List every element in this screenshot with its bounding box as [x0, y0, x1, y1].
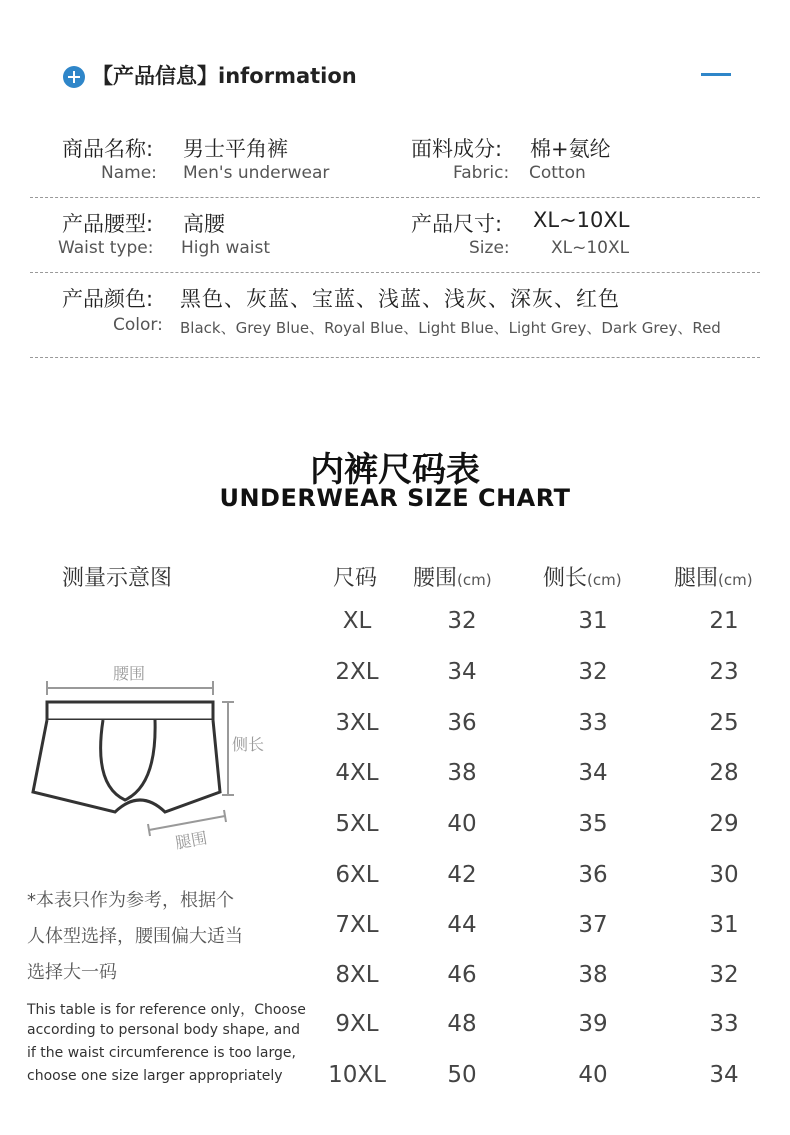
cell-size: 10XL [328, 1062, 386, 1088]
cell-waist: 38 [447, 760, 477, 786]
diagram-label: 测量示意图 [62, 566, 173, 591]
size-label-zh: 产品尺寸: [411, 212, 503, 236]
cell-side: 38 [578, 962, 608, 988]
diagram-waist-label: 腰围 [113, 664, 146, 683]
cell-size: 9XL [335, 1011, 379, 1037]
cell-side: 32 [578, 659, 608, 685]
note-en-line: if the waist circumference is too large, [27, 1045, 296, 1061]
cell-thigh: 34 [709, 1062, 739, 1088]
cell-waist: 44 [447, 912, 477, 938]
cell-size: 7XL [335, 912, 379, 938]
size-value-zh: XL~10XL [533, 208, 630, 232]
cell-thigh: 25 [709, 710, 739, 736]
cell-thigh: 33 [709, 1011, 739, 1037]
fabric-label-en: Fabric: [453, 163, 510, 183]
fabric-value-zh: 棉+氨纶 [530, 137, 611, 161]
plus-circle-icon[interactable] [63, 66, 85, 88]
cell-thigh: 32 [709, 962, 739, 988]
note-en-line: according to personal body shape, and [27, 1022, 301, 1038]
fabric-label-zh: 面料成分: [411, 137, 503, 161]
cell-side: 36 [578, 862, 608, 888]
waist-value-en: High waist [181, 238, 271, 258]
collapse-icon[interactable] [701, 73, 731, 76]
color-label-zh: 产品颜色: [62, 287, 154, 311]
header-waist [413, 561, 492, 592]
cell-thigh: 31 [709, 912, 739, 938]
note-zh-line: 人体型选择，腰围偏大适当 [27, 926, 243, 947]
underwear-diagram [25, 650, 285, 860]
waist-value-zh: 高腰 [183, 212, 225, 236]
header-unit: (cm) [718, 571, 753, 589]
cell-thigh: 29 [709, 811, 739, 837]
cell-side: 37 [578, 912, 608, 938]
note-zh-line: *本表只作为参考，根据个 [27, 890, 234, 911]
fabric-value-en: Cotton [529, 163, 586, 183]
cell-side: 33 [578, 710, 608, 736]
note-en-line: This table is for reference only，Choose [27, 1002, 306, 1018]
cell-thigh: 21 [709, 608, 739, 634]
cell-side: 34 [578, 760, 608, 786]
cell-size: 4XL [335, 760, 379, 786]
cell-waist: 34 [447, 659, 477, 685]
cell-side: 31 [578, 608, 608, 634]
diagram-thigh-label: 腿围 [173, 828, 209, 853]
color-value-en: Black、Grey Blue、Royal Blue、Light Blue、Light Grey、Dark Grey、Red [180, 319, 721, 337]
header-side [543, 561, 622, 592]
cell-waist: 42 [447, 862, 477, 888]
cell-size: 8XL [335, 962, 379, 988]
note-en-line: choose one size larger appropriately [27, 1068, 283, 1084]
diagram-side-label: 侧长 [232, 735, 265, 754]
size-value-en: XL~10XL [551, 238, 630, 258]
cell-size: 2XL [335, 659, 379, 685]
cell-waist: 48 [447, 1011, 477, 1037]
name-value-en: Men's underwear [183, 163, 330, 183]
header-label: 尺码 [333, 566, 378, 591]
cell-size: 5XL [335, 811, 379, 837]
cell-waist: 32 [447, 608, 477, 634]
color-label-en: Color: [113, 315, 163, 335]
cell-waist: 40 [447, 811, 477, 837]
cell-side: 40 [578, 1062, 608, 1088]
cell-size: XL [342, 608, 372, 634]
cell-thigh: 23 [709, 659, 739, 685]
header-label: 腿围 [674, 566, 719, 591]
section-title: 【产品信息】information [92, 64, 357, 88]
header-thigh [674, 561, 753, 592]
name-label-en: Name: [101, 163, 157, 183]
name-label-zh: 商品名称: [62, 137, 154, 161]
cell-size: 3XL [335, 710, 379, 736]
divider [30, 197, 760, 198]
color-value-zh: 黑色、灰蓝、宝蓝、浅蓝、浅灰、深灰、红色 [180, 287, 620, 311]
size-label-en: Size: [469, 238, 510, 258]
divider [30, 357, 760, 358]
cell-size: 6XL [335, 862, 379, 888]
header-label: 腰围 [413, 566, 458, 591]
header-unit: (cm) [587, 571, 622, 589]
waist-label-zh: 产品腰型: [62, 212, 154, 236]
chart-title-zh: 内裤尺码表 [310, 450, 480, 490]
cell-waist: 50 [447, 1062, 477, 1088]
header-label: 侧长 [543, 566, 588, 591]
chart-title-en: UNDERWEAR SIZE CHART [219, 484, 571, 512]
cell-waist: 46 [447, 962, 477, 988]
cell-side: 35 [578, 811, 608, 837]
waist-label-en: Waist type: [58, 238, 154, 258]
name-value-zh: 男士平角裤 [183, 137, 288, 161]
note-zh-line: 选择大一码 [27, 962, 117, 983]
cell-thigh: 28 [709, 760, 739, 786]
cell-thigh: 30 [709, 862, 739, 888]
divider [30, 272, 760, 273]
cell-side: 39 [578, 1011, 608, 1037]
cell-waist: 36 [447, 710, 477, 736]
header-size [333, 561, 377, 592]
header-unit: (cm) [457, 571, 492, 589]
